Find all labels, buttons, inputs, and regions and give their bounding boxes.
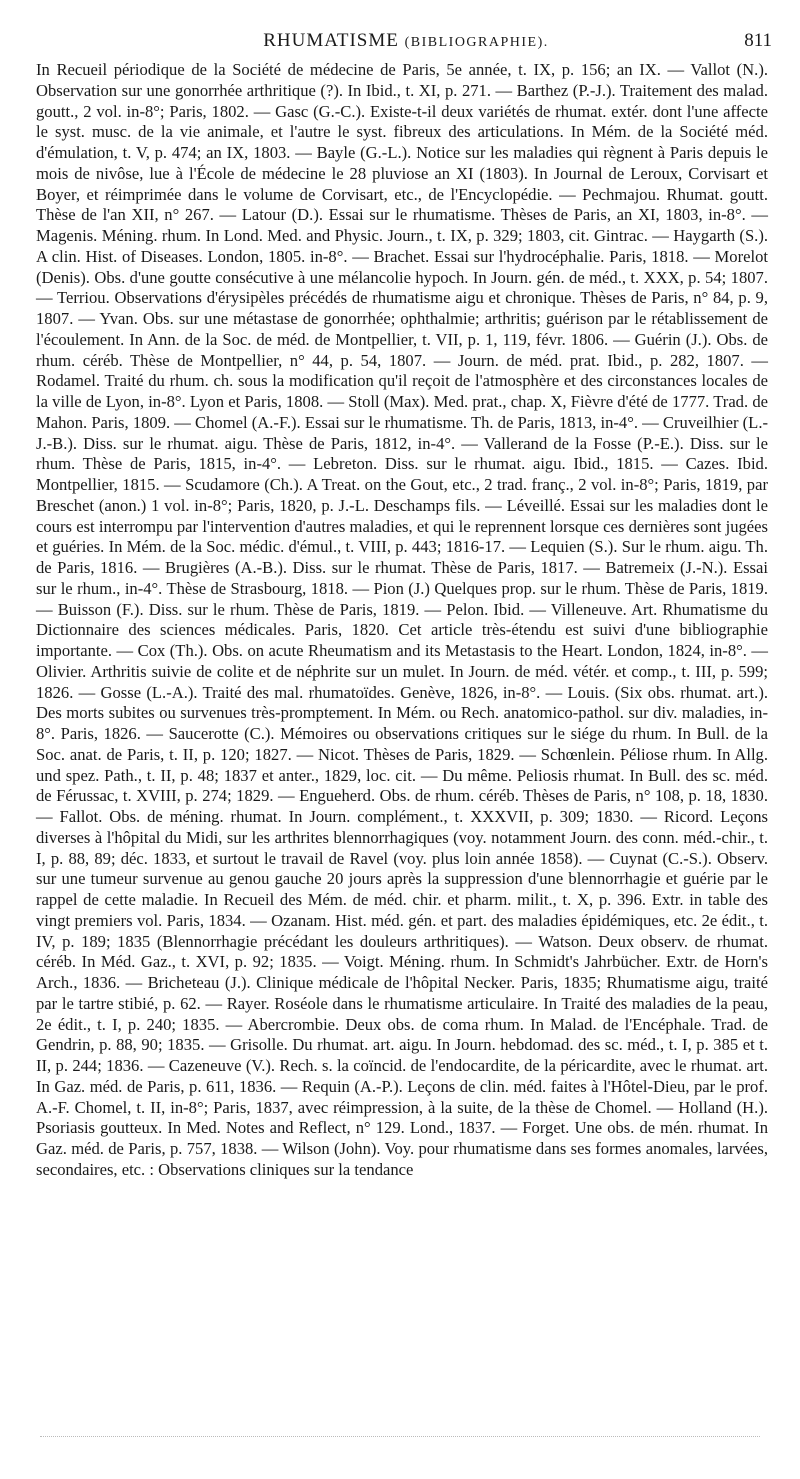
footer-rule (40, 1436, 760, 1437)
header-subtitle: (BIBLIOGRAPHIE). (404, 35, 549, 50)
header-title-line (40, 30, 772, 52)
running-header (40, 26, 772, 58)
page-number: 811 (744, 30, 772, 51)
bibliography-text (36, 60, 768, 1181)
header-title: RHUMATISME (263, 30, 399, 51)
bibliography-paragraph: In Recueil périodique de la Société de médecine de Paris, 5e année, t. IX, p. 156; an IX. — Vallot (N.). Observation sur une gonorrhée arthritique (?). In Ibid., t. XI, p. 271. — Barthez (P.-J.). Traitement des malad. goutt., 2 vol. in-8°; Paris, 1802. — Gasc (G.-C.). Existe-t-il deux variétés de rhumat. extér. dont l'une affecte le syst. musc. de la vie animale, et l'autre le syst. fibreux des articulations. In Mém. de la Société méd. d'émulation, t. V, p. 474; an IX, 1803. — Bayle (G.-L.). Notice sur les maladies qui règnent à Paris depuis le mois de nivôse, lue à l'École de médecine le 28 pluviose an XI (1803). In Journal de Leroux, Corvisart et Boyer, et réimprimée dans le volume de Corvisart, etc., de l'Encyclopédie. — Pechmajou. Rhumat. goutt. Thèse de l'an XII, n° 267. — Latour (D.). Essai sur le rhumatisme. Thèses de Paris, an XI, 1803, in-8°. — Magenis. Méning. rhum. In Lond. Med. and Physic. Journ., t. IX, p. 329; 1803, cit. Gintrac. — Haygarth (S.). A clin. Hist. of Diseases. London, 1805. in-8°. — Brachet. Essai sur l'hydrocéphalie. Paris, 1818. — Morelot (Denis). Obs. d'une goutte consécutive à une mélancolie hypoch. In Journ. gén. de méd., t. XXX, p. 54; 1807. — Terriou. Observations d'érysipèles précédés de rhumatisme aigu et chronique. Thèses de Paris, n° 84, p. 9, 1807. — Yvan. Obs. sur une métastase de gonorrhée; ophthalmie; arthritis; guérison par le rétablissement de l'écoulement. In Ann. de la Soc. de méd. de Montpellier, t. VII, p. 1, 119, févr. 1806. — Guérin (J.). Obs. de rhum. céréb. Thèse de Montpellier, n° 44, p. 54, 1807. — Journ. de méd. prat. Ibid., p. 282, 1807. — Rodamel. Traité du rhum. ch. sous la modification qu'il reçoit de l'atmosphère et des circonstances locales de la ville de Lyon, in-8°. Lyon et Paris, 1808. — Stoll (Max). Med. prat., chap. X, Fièvre d'été de 1777. Trad. de Mahon. Paris, 1809. — Chomel (A.-F.). Essai sur le rhumatisme. Th. de Paris, 1813, in-4°. — Cruveilhier (L.-J.-B.). Diss. sur le rhumat. aigu. Thèse de Paris, 1812, in-4°. — Vallerand de la Fosse (P.-E.). Diss. sur le rhum. Thèse de Paris, 1815, in-4°. — Lebreton. Diss. sur le rhumat. aigu. Ibid., 1815. — Cazes. Ibid. Montpellier, 1815. — Scudamore (Ch.). A Treat. on the Gout, etc., 2 trad. franç., 2 vol. in-8°; Paris, 1819, par Breschet (anon.) 1 vol. in-8°; Paris, 1820, p. J.-L. Deschamps fils. — Léveillé. Essai sur les maladies dont le cours est interrompu par l'intervention d'autres maladies, et qui le reprennent lorsque ces dernières sont jugées et guéries. In Mém. de la Soc. médic. d'émul., t. VIII, p. 443; 1816-17. — Lequien (S.). Sur le rhum. aigu. Th. de Paris, 1816. — Brugières (A.-B.). Diss. sur le rhumat. Thèse de Paris, 1817. — Batremeix (J.-N.). Essai sur le rhum., in-4°. Thèse de Strasbourg, 1818. — Pion (J.) Quelques prop. sur le rhum. Thèse de Paris, 1819. — Buisson (F.). Diss. sur le rhum. Thèse de Paris, 1819. — Pelon. Ibid. — Villeneuve. Art. Rhumatisme du Dictionnaire des sciences médicales. Paris, 1820. Cet article très-étendu est suivi d'une bibliographie importante. — Cox (Th.). Obs. on acute Rheumatism and its Metastasis to the Heart. London, 1824, in-8°. — Olivier. Arthritis suivie de colite et de néphrite sur un mulet. In Journ. de méd. vétér. et comp., t. III, p. 599; 1826. — Gosse (L.-A.). Traité des mal. rhumatoïdes. Genève, 1826, in-8°. — Louis. (Six obs. rhumat. art.). Des morts subites ou survenues très-promptement. In Mém. ou Rech. anatomico-pathol. sur div. maladies, in-8°. Paris, 1826. — Saucerotte (C.). Mémoires ou observations critiques sur le siége du rhum. In Bull. de la Soc. anat. de Paris, t. II, p. 120; 1827. — Nicot. Thèses de Paris, 1829. — Schœnlein. Péliose rhum. In Allg. und spez. Path., t. II, p. 48; 1837 et anter., 1829, loc. cit. — Du même. Peliosis rhumat. In Bull. des sc. méd. de Férussac, t. XVIII, p. 274; 1829. — Engueherd. Obs. de rhum. céréb. Thèses de Paris, n° 108, p. 18, 1830. — Fallot. Obs. de méning. rhumat. In Journ. complément., t. XXXVII, p. 309; 1830. — Ricord. Leçons diverses à l'hôpital du Midi, sur les arthrites blennorrhagiques (voy. notamment Journ. des conn. méd.-chir., t. I, p. 88, 89; déc. 1833, et surtout le travail de Ravel (voy. plus loin année 1858). — Cuynat (C.-S.). Observ. sur une tumeur survenue au genou gauche 20 jours après la suppression d'une blennorrhagie et guérie par le rappel de cette maladie. In Recueil des Mém. de méd. chir. et pharm. milit., t. X, p. 396. Extr. in table des vingt premiers vol. Paris, 1834. — Ozanam. Hist. méd. gén. et part. des maladies épidémiques, etc. 2e édit., t. IV, p. 189; 1835 (Blennorrhagie précédant les douleurs arthritiques). — Watson. Deux observ. de rhumat. céréb. In Méd. Gaz., t. XVI, p. 92; 1835. — Voigt. Méning. rhum. In Schmidt's Jahrbücher. Extr. de Horn's Arch., 1836. — Bricheteau (J.). Clinique médicale de l'hôpital Necker. Paris, 1835; Rhumatisme aigu, traité par le tartre stibié, p. 62. — Rayer. Roséole dans le rhumatisme articulaire. In Traité des maladies de la peau, 2e édit., t. I, p. 240; 1835. — Abercrombie. Deux obs. de coma rhum. In Malad. de l'Encéphale. Trad. de Gendrin, p. 88, 90; 1835. — Grisolle. Du rhumat. art. aigu. In Journ. hebdomad. des sc. méd., t. I, p. 385 et t. II, p. 244; 1836. — Cazeneuve (V.). Rech. s. la coïncid. de l'endocardite, de la péricardite, avec le rhumat. art. In Gaz. méd. de Paris, p. 611, 1836. — Requin (A.-P.). Leçons de clin. méd. faites à l'Hôtel-Dieu, par le prof. A.-F. Chomel, t. II, in-8°; Paris, 1837, avec réimpression, à la suite, de la thèse de Chomel. — Holland (H.). Psoriasis goutteux. In Med. Notes and Reflect, n° 129. Lond., 1837. — Forget. Une obs. de mén. rhumat. In Gaz. méd. de Paris, p. 757, 1838. — Wilson (John). Voy. pour rhumatisme dans ses formes anomales, larvées, secondaires, etc. : Observations cliniques sur la tendance (36, 60, 768, 1179)
